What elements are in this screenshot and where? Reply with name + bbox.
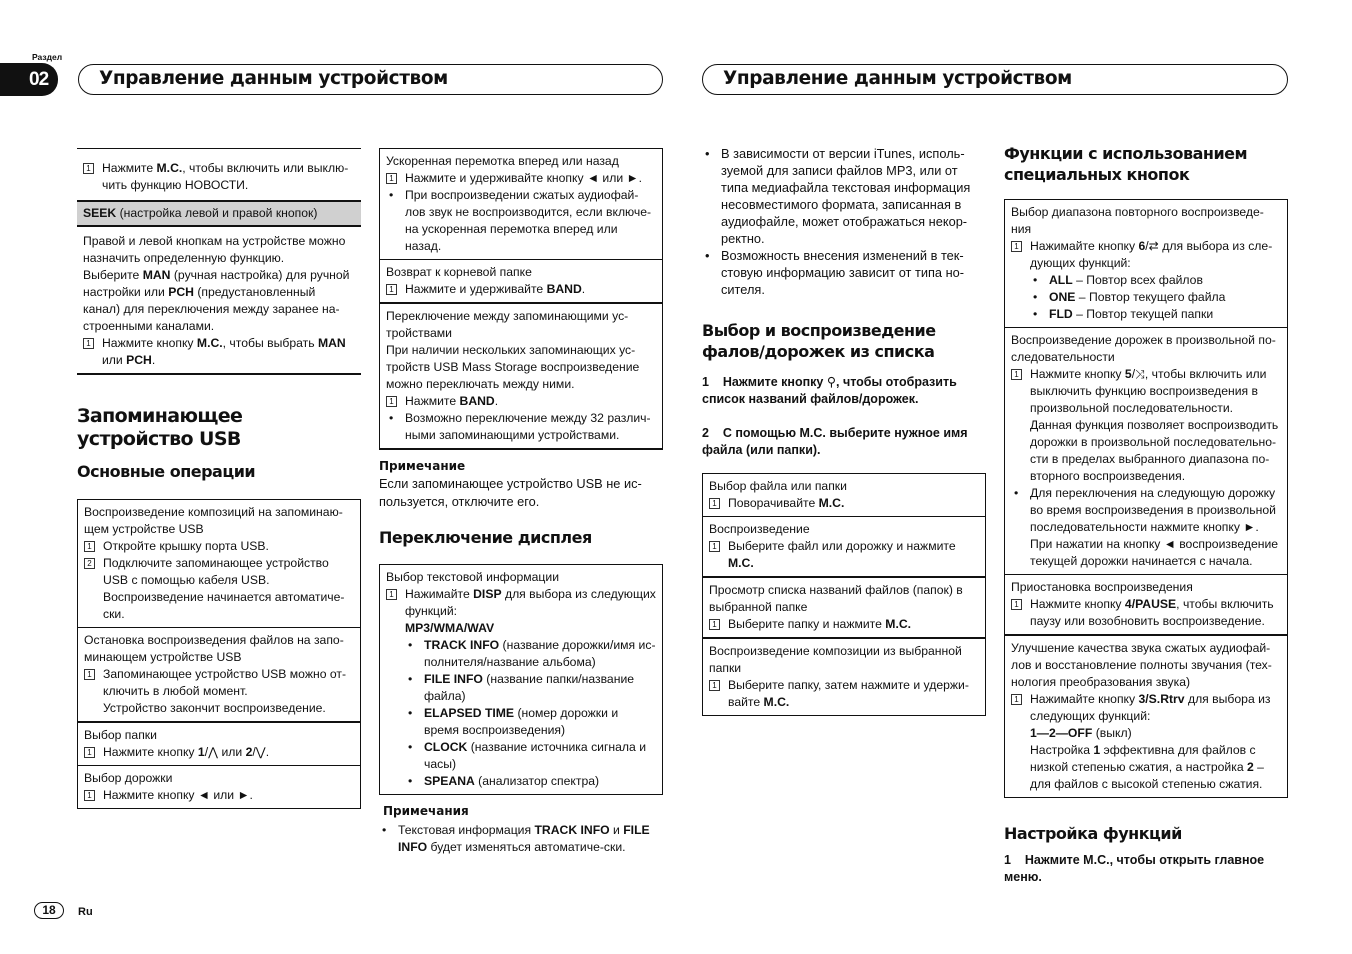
language-label: Ru	[78, 906, 93, 918]
step-number-icon: 1	[84, 790, 95, 801]
step-number-icon: 1	[386, 173, 397, 184]
section-label: Раздел	[32, 52, 63, 62]
column-1	[77, 148, 361, 809]
page-title-right: Управление данным устройством	[702, 64, 1288, 95]
step-number-icon: 1	[83, 163, 94, 174]
repeat-icon: /⇄	[1145, 239, 1159, 253]
step-number-icon: 2	[84, 558, 95, 569]
special-buttons-table	[1004, 199, 1288, 798]
bullet-item: • ONE – Повтор текущего файла	[1011, 289, 1281, 306]
step-item: 1 Нажмите M.C., чтобы включить или выклю-чить функцию НОВОСТИ.	[83, 160, 355, 194]
step-item: 1 Нажимайте кнопку 3/S.Rtrv для выбора из следующих функций:	[1011, 691, 1281, 725]
table-row: Воспроизведение 1 Выберите файл или дорожку и нажмите M.C.	[703, 516, 985, 576]
step-number-icon: 1	[709, 498, 720, 509]
note-heading: Примечание	[379, 459, 466, 473]
shuffle-icon: /⤨	[1131, 367, 1145, 381]
bullet-item: • Для переключения на следующую дорожку во время воспроизведения в произвольной последовательности нажмите кнопку ►.	[1011, 485, 1281, 536]
usb-operations-table	[77, 499, 361, 809]
table-row: Воспроизведение композиций на запоминаю-щем устройстве USB 1 Откройте крышку порта USB. 2 Подключите запоминающее устройство USB с помощью кабеля USB. Воспроизведение начинается автоматиче-ски.	[78, 500, 360, 627]
bullet-item: • ELAPSED TIME (номер дорожки и время воспроизведения)	[386, 705, 656, 739]
step-item: 1 Запоминающее устройство USB можно от-ключить в любой момент.	[84, 666, 354, 700]
step-item: 1 Нажмите кнопку 4/PAUSE, чтобы включить паузу или возобновить воспроизведение.	[1011, 596, 1281, 630]
numbered-step: 1 Нажмите M.C., чтобы открыть главное меню.	[1004, 853, 1265, 884]
step-number-icon: 1	[1011, 599, 1022, 610]
seek-description: Правой и левой кнопкам на устройстве можно назначить определенную функцию. Выберите MAN (ручная настройка) для ручной настройки или PCH (предустановленный канал) для переключения между заранее на-строенными каналами. 1 Нажмите кнопку M.C., чтобы выбрать MAN или PCH.	[77, 227, 361, 375]
table-row: Приостановка воспроизведения 1 Нажмите кнопку 4/PAUSE, чтобы включить паузу или возобновить воспроизведение.	[1005, 574, 1287, 634]
step-item: 1 Нажмите и удерживайте BAND.	[386, 281, 656, 298]
column-2	[379, 148, 663, 856]
basic-operations-heading: Основные операции	[77, 462, 256, 481]
bullet-item: • CLOCK (название источника сигнала и часы)	[386, 739, 656, 773]
table-row: Выбор дорожки 1 Нажмите кнопку ◄ или ►.	[78, 765, 360, 808]
step-number-icon: 1	[1011, 241, 1022, 252]
step-number-icon: 1	[1011, 369, 1022, 380]
notes-heading: Примечания	[383, 804, 469, 818]
table-row: Выбор файла или папки 1 Поворачивайте M.C.	[703, 474, 985, 516]
step-item: 1 Выберите файл или дорожку и нажмите M.C.	[709, 538, 979, 572]
step-item: 1 Выберите папку, затем нажмите и удержи-вайте M.C.	[709, 677, 979, 711]
bullet-item: • ALL – Повтор всех файлов	[1011, 272, 1281, 289]
table-row: Воспроизведение дорожек в произвольной по-следовательности 1 Нажмите кнопку 5/⤨, чтобы включить или выключить функцию воспроизведения в произвольной последовательности. Данная функция позволяет воспроизводить дорожки в произвольной последовательно-сти в пределах выбранного диапазона по-вторного воспроизведения. • Для переключения на следующую дорожку во время воспроизведения в произвольной последовательности нажмите кнопку ►. При нажатии на кнопку ◄ воспроизведение текущей дорожки начинается с начала.	[1005, 327, 1287, 574]
bullet-item: • SPEANA (анализатор спектра)	[386, 773, 656, 790]
display-table	[379, 564, 663, 795]
bullet-item: • В зависимости от версии iTunes, исполь-зуемой для записи файлов MP3, или от типа медиафайла текстовая информация несовместимого формата, записанная в аудиофайле, может отображаться некор-ректно.	[702, 145, 986, 247]
step-item: 1 Нажмите кнопку ◄ или ►.	[84, 787, 354, 804]
bullet-item: • Текстовая информация TRACK INFO и FILE INFO будет изменяться автоматиче-ски.	[379, 822, 663, 856]
page-number: 18	[34, 902, 64, 919]
table-row: Просмотр списка названий файлов (папок) в выбранной папке 1 Выберите папку и нажмите M.C.	[703, 576, 985, 637]
step-number-icon: 1	[84, 747, 95, 758]
seek-setting-row: SEEK (настройка левой и правой кнопок)	[77, 200, 361, 227]
step-number-icon: 1	[709, 680, 720, 691]
step-item: 1 Нажмите BAND.	[386, 393, 656, 410]
bullet-item: • FLD – Повтор текущей папки	[1011, 306, 1281, 323]
usb-operations-table-continued	[379, 148, 663, 450]
page-title-left: Управление данным устройством	[78, 64, 663, 95]
step-item: 1 Нажмите кнопку 5/⤨, чтобы включить или выключить функцию воспроизведения в произвольной последовательности.	[1011, 366, 1281, 417]
note-text: Если запоминающее устройство USB не ис-пользуется, отключите его.	[379, 476, 642, 509]
step-item: 1 Нажмите кнопку M.C., чтобы выбрать MAN или PCH.	[83, 335, 355, 369]
list-operations-table	[702, 473, 986, 716]
step-item: 2 Подключите запоминающее устройство USB с помощью кабеля USB.	[84, 555, 354, 589]
step-item: 1 Откройте крышку порта USB.	[84, 538, 354, 555]
step-number-icon: 1	[709, 619, 720, 630]
step-number-icon: 1	[386, 589, 397, 600]
section-number-tab: 02	[0, 63, 58, 96]
column-4	[1004, 143, 1288, 886]
step-number-icon: 1	[386, 396, 397, 407]
step-item: 1 Поворачивайте M.C.	[709, 495, 979, 512]
table-row: Выбор диапазона повторного воспроизведе-ния 1 Нажимайте кнопку 6/⇄ для выбора из сле-дующих функций: • ALL – Повтор всех файлов • ONE – Повтор текущего файла • FLD – Повтор текущей папки	[1005, 200, 1287, 327]
news-step-block	[77, 148, 361, 196]
table-row: Выбор папки 1 Нажмите кнопку 1/⋀ или 2/⋁.	[78, 721, 360, 765]
step-number-icon: 1	[386, 284, 397, 295]
bullet-item: • TRACK INFO (название дорожки/имя ис-полнителя/название альбома)	[386, 637, 656, 671]
list-playback-heading: Выбор и воспроизведение фалов/дорожек из списка	[702, 321, 936, 361]
table-row: Переключение между запоминающими ус-тройствами При наличии нескольких запоминающих ус-тройств USB Mass Storage воспроизведение можно переключать между ними. 1 Нажмите BAND. • Возможно переключение между 32 различ-ными запоминающими устройствами.	[380, 302, 662, 449]
step-item: 1 Нажимайте DISP для выбора из следующих функций:	[386, 586, 656, 620]
table-row: Ускоренная перемотка вперед или назад 1 Нажмите и удерживайте кнопку ◄ или ►. • При воспроизведении сжатых аудиофай-лов звук не воспроизводится, если включе-на ускоренная перемотка вперед или назад.	[380, 149, 662, 259]
table-row: Улучшение качества звука сжатых аудиофай-лов и восстановление полноты звучания (тех-нология преобразования звука) 1 Нажимайте кнопку 3/S.Rtrv для выбора из следующих функций: 1—2—OFF (выкл) Настройка 1 эффективна для файлов с низкой степенью сжатия, а настройка 2 – для файлов с высокой степенью сжатия.	[1005, 634, 1287, 797]
table-row: Остановка воспроизведения файлов на запо-минающем устройстве USB 1 Запоминающее устройство USB можно от-ключить в любой момент. Устройство закончит воспроизведение.	[78, 627, 360, 721]
folder-down-icon: /⋁	[252, 745, 266, 759]
numbered-step: 1 Нажмите кнопку ⚲, чтобы отобразить список названий файлов/дорожек.	[702, 375, 957, 406]
special-buttons-heading: Функции с использованием специальных кнопок	[1004, 144, 1248, 184]
usb-section-heading: Запоминающее устройство USB	[77, 405, 243, 450]
step-item: 1 Нажмите кнопку 1/⋀ или 2/⋁.	[84, 744, 354, 761]
step-item: 1 Выберите папку и нажмите M.C.	[709, 616, 979, 633]
step-item: 1 Нажимайте кнопку 6/⇄ для выбора из сле-дующих функций:	[1011, 238, 1281, 272]
step-number-icon: 1	[709, 541, 720, 552]
bullet-item: • Возможность внесения изменений в тек-стовую информацию зависит от типа но-сителя.	[702, 247, 986, 298]
display-switch-heading: Переключение дисплея	[379, 528, 592, 547]
bullet-item: • Возможно переключение между 32 различ-ными запоминающими устройствами.	[386, 410, 656, 444]
step-number-icon: 1	[84, 669, 95, 680]
step-number-icon: 1	[84, 541, 95, 552]
function-settings-heading: Настройка функций	[1004, 824, 1182, 843]
folder-up-icon: /⋀	[204, 745, 219, 759]
step-number-icon: 1	[1011, 694, 1022, 705]
column-3	[702, 145, 986, 716]
bullet-item: • При воспроизведении сжатых аудиофай-лов звук не воспроизводится, если включе-на ускоренная перемотка вперед или назад.	[386, 187, 656, 255]
table-row: Выбор текстовой информации 1 Нажимайте DISP для выбора из следующих функций: MP3/WMA/WAV • TRACK INFO (название дорожки/имя ис-полнителя/название альбома) • FILE INFO (название папки/название файла) • ELAPSED TIME (номер дорожки и время воспроизведения) • CLOCK (название источника сигнала и часы) • SPEANA (анализатор спектра)	[380, 565, 662, 794]
step-number-icon: 1	[83, 338, 94, 349]
table-row: Возврат к корневой папке 1 Нажмите и удерживайте BAND.	[380, 259, 662, 302]
search-icon: ⚲	[826, 375, 837, 389]
step-item: 1 Нажмите и удерживайте кнопку ◄ или ►.	[386, 170, 656, 187]
numbered-step: 2 С помощью M.C. выберите нужное имя файла (или папки).	[702, 426, 968, 457]
table-row: Воспроизведение композиции из выбранной папки 1 Выберите папку, затем нажмите и удержи-вайте M.C.	[703, 637, 985, 715]
bullet-item: • FILE INFO (название папки/название файла)	[386, 671, 656, 705]
